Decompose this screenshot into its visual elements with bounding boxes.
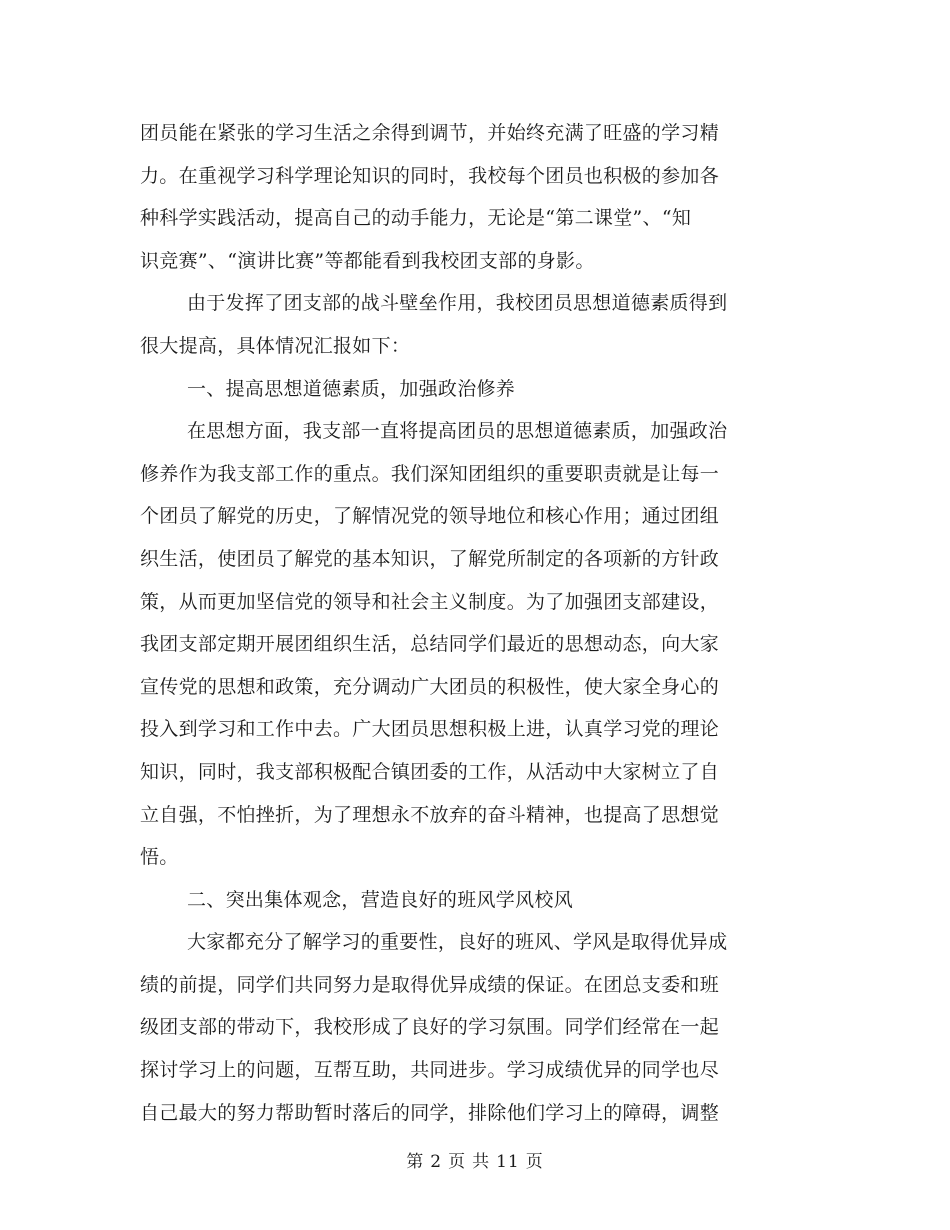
text-line: 修养作为我支部工作的重点。我们深知团组织的重要职责就是让每一 xyxy=(140,462,720,485)
text-line: 知识，同时，我支部积极配合镇团委的工作，从活动中大家树立了自 xyxy=(140,760,720,783)
text-line: 悟。 xyxy=(140,846,179,869)
current-page-number: 2 xyxy=(430,1152,443,1172)
text-line: 策，从而更加坚信党的领导和社会主义制度。为了加强团支部建设， xyxy=(140,590,720,613)
text-line: 种科学实践活动，提高自己的动手能力，无论是“第二课堂”、“知 xyxy=(140,207,692,230)
page-footer xyxy=(0,1150,950,1174)
paragraph-start-line: 由于发挥了团支部的战斗壁垒作用，我校团员思想道德素质得到 xyxy=(187,292,728,315)
paragraph-start-line: 大家都充分了解学习的重要性，良好的班风、学风是取得优异成 xyxy=(187,931,728,954)
text-line: 宣传党的思想和政策，充分调动广大团员的积极性，使大家全身心的 xyxy=(140,675,720,698)
text-line: 投入到学习和工作中去。广大团员思想积极上进，认真学习党的理论 xyxy=(140,718,720,741)
document-body xyxy=(140,112,760,1134)
footer-page-label: 页 xyxy=(448,1152,467,1172)
section-heading-2: 二、突出集体观念，营造良好的班风学风校风 xyxy=(187,888,574,911)
text-line: 级团支部的带动下，我校形成了良好的学习氛围。同学们经常在一起 xyxy=(140,1016,720,1039)
text-line: 织生活，使团员了解党的基本知识，了解党所制定的各项新的方针政 xyxy=(140,547,720,570)
footer-prefix: 第 xyxy=(406,1152,425,1172)
text-line: 力。在重视学习科学理论知识的同时，我校每个团员也积极的参加各 xyxy=(140,164,720,187)
text-line: 识竞赛”、“演讲比赛”等都能看到我校团支部的身影。 xyxy=(140,249,595,272)
text-line: 个团员了解党的历史，了解情况党的领导地位和核心作用；通过团组 xyxy=(140,505,720,528)
text-line: 探讨学习上的问题，互帮互助，共同进步。学习成绩优异的同学也尽 xyxy=(140,1059,720,1082)
section-heading-1: 一、提高思想道德素质，加强政治修养 xyxy=(187,377,516,400)
text-line: 自己最大的努力帮助暂时落后的同学，排除他们学习上的障碍，调整 xyxy=(140,1101,720,1124)
text-line: 团员能在紧张的学习生活之余得到调节，并始终充满了旺盛的学习精 xyxy=(140,122,720,144)
footer-total-label: 共 xyxy=(472,1152,491,1172)
text-line: 我团支部定期开展团组织生活，总结同学们最近的思想动态，向大家 xyxy=(140,633,720,656)
paragraph-start-line: 在思想方面，我支部一直将提高团员的思想道德素质，加强政治 xyxy=(187,420,728,443)
footer-suffix: 页 xyxy=(525,1152,544,1172)
text-line: 很大提高，具体情况汇报如下： xyxy=(140,334,411,357)
total-page-count: 11 xyxy=(496,1152,520,1172)
text-line: 绩的前提，同学们共同努力是取得优异成绩的保证。在团总支委和班 xyxy=(140,973,720,996)
text-line: 立自强，不怕挫折，为了理想永不放弃的奋斗精神，也提高了思想觉 xyxy=(140,803,720,826)
